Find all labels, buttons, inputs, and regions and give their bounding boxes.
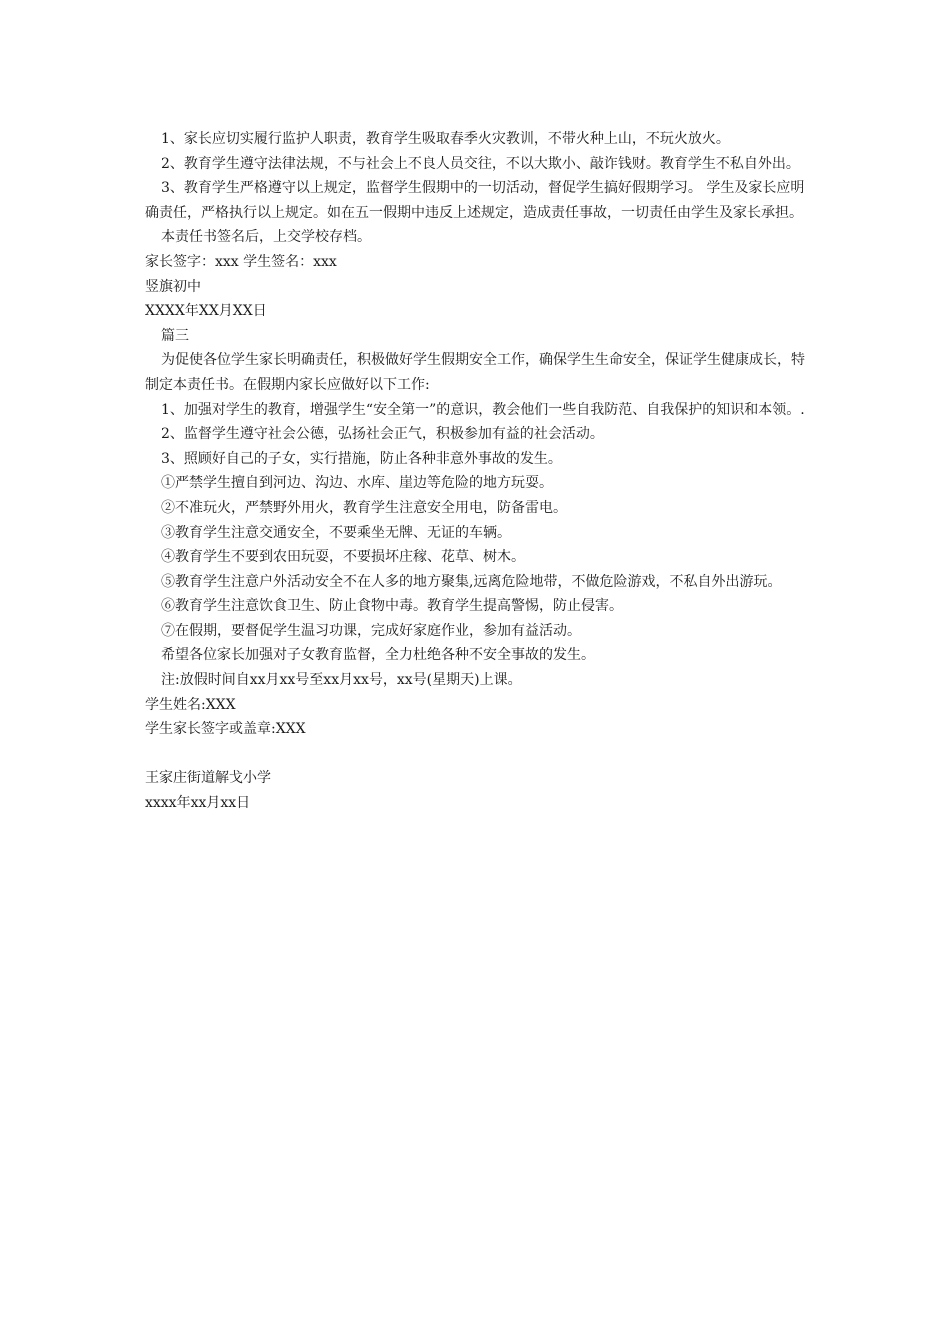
intro-paragraph: 为促使各位学生家长明确责任，积极做好学生假期安全工作，确保学生生命安全，保证学生健康成长，特制定本责任书。在假期内家长应做好以下工作: <box>145 352 805 393</box>
sub-item-4: ④教育学生不要到农田玩耍，不要损坏庄稼、花草、树木。 <box>161 549 525 566</box>
paragraph-item-1: 1、家长应切实履行监护人职责，教育学生吸取春季火灾教训，不带火种上山，不玩火放火。 <box>161 131 730 147</box>
parent-signature-line: 学生家长签字或盖章:XXX <box>145 721 306 738</box>
section-heading: 篇三 <box>161 327 189 344</box>
date-line: XXXX年XX月XX日 <box>145 303 267 320</box>
archive-note: 本责任书签名后，上交学校存档。 <box>161 229 371 246</box>
signature-line: 家长签字：xxx 学生签名：xxx <box>145 253 337 270</box>
sub-item-3: ③教育学生注意交通安全，不要乘坐无牌、无证的车辆。 <box>161 524 511 541</box>
sub-item-5: ⑤教育学生注意户外活动安全不在人多的地方聚集,远离危险地带，不做危险游戏，不私自外出游玩。 <box>161 573 782 590</box>
holiday-note: 注:放假时间自xx月xx号至xx月xx号，xx号(星期天)上课。 <box>161 672 522 689</box>
school-name: 竖旗初中 <box>145 278 201 295</box>
closing-paragraph: 希望各位家长加强对子女教育监督，全力杜绝各种不安全事故的发生。 <box>161 647 595 664</box>
document-body <box>145 127 810 816</box>
duty-item-3: 3、照顾好自己的子女，实行措施，防止各种非意外事故的发生。 <box>161 450 562 467</box>
paragraph-item-2: 2、教育学生遵守法律法规，不与社会上不良人员交往，不以大欺小、敲诈钱财。教育学生不私自外出。 <box>161 155 800 172</box>
duty-item-1: 1、加强对学生的教育，增强学生“安全第一”的意识，教会他们一些自我防范、自我保护的知识和本领。. <box>161 401 805 418</box>
sub-item-7: ⑦在假期，要督促学生温习功课，完成好家庭作业，参加有益活动。 <box>161 622 581 639</box>
sub-item-2: ②不准玩火，严禁野外用火，教育学生注意安全用电，防备雷电。 <box>161 499 567 516</box>
sub-item-1: ①严禁学生擅自到河边、沟边、水库、崖边等危险的地方玩耍。 <box>161 475 553 492</box>
sub-item-6: ⑥教育学生注意饮食卫生、防止食物中毒。教育学生提高警惕，防止侵害。 <box>161 598 623 615</box>
school-name-2: 王家庄街道解戈小学 <box>145 770 271 787</box>
student-name-line: 学生姓名:XXX <box>145 696 236 713</box>
paragraph-item-3: 3、教育学生严格遵守以上规定，监督学生假期中的一切活动，督促学生搞好假期学习。 学生及家长应明确责任，严格执行以上规定。如在五一假期中违反上述规定，造成责任事故，一切责任由学生及家长承担。 <box>145 180 805 221</box>
duty-item-2: 2、监督学生遵守社会公德，弘扬社会正气，积极参加有益的社会活动。 <box>161 426 604 443</box>
date-line-2: xxxx年xx月xx日 <box>145 795 251 812</box>
blank-line <box>145 742 810 767</box>
